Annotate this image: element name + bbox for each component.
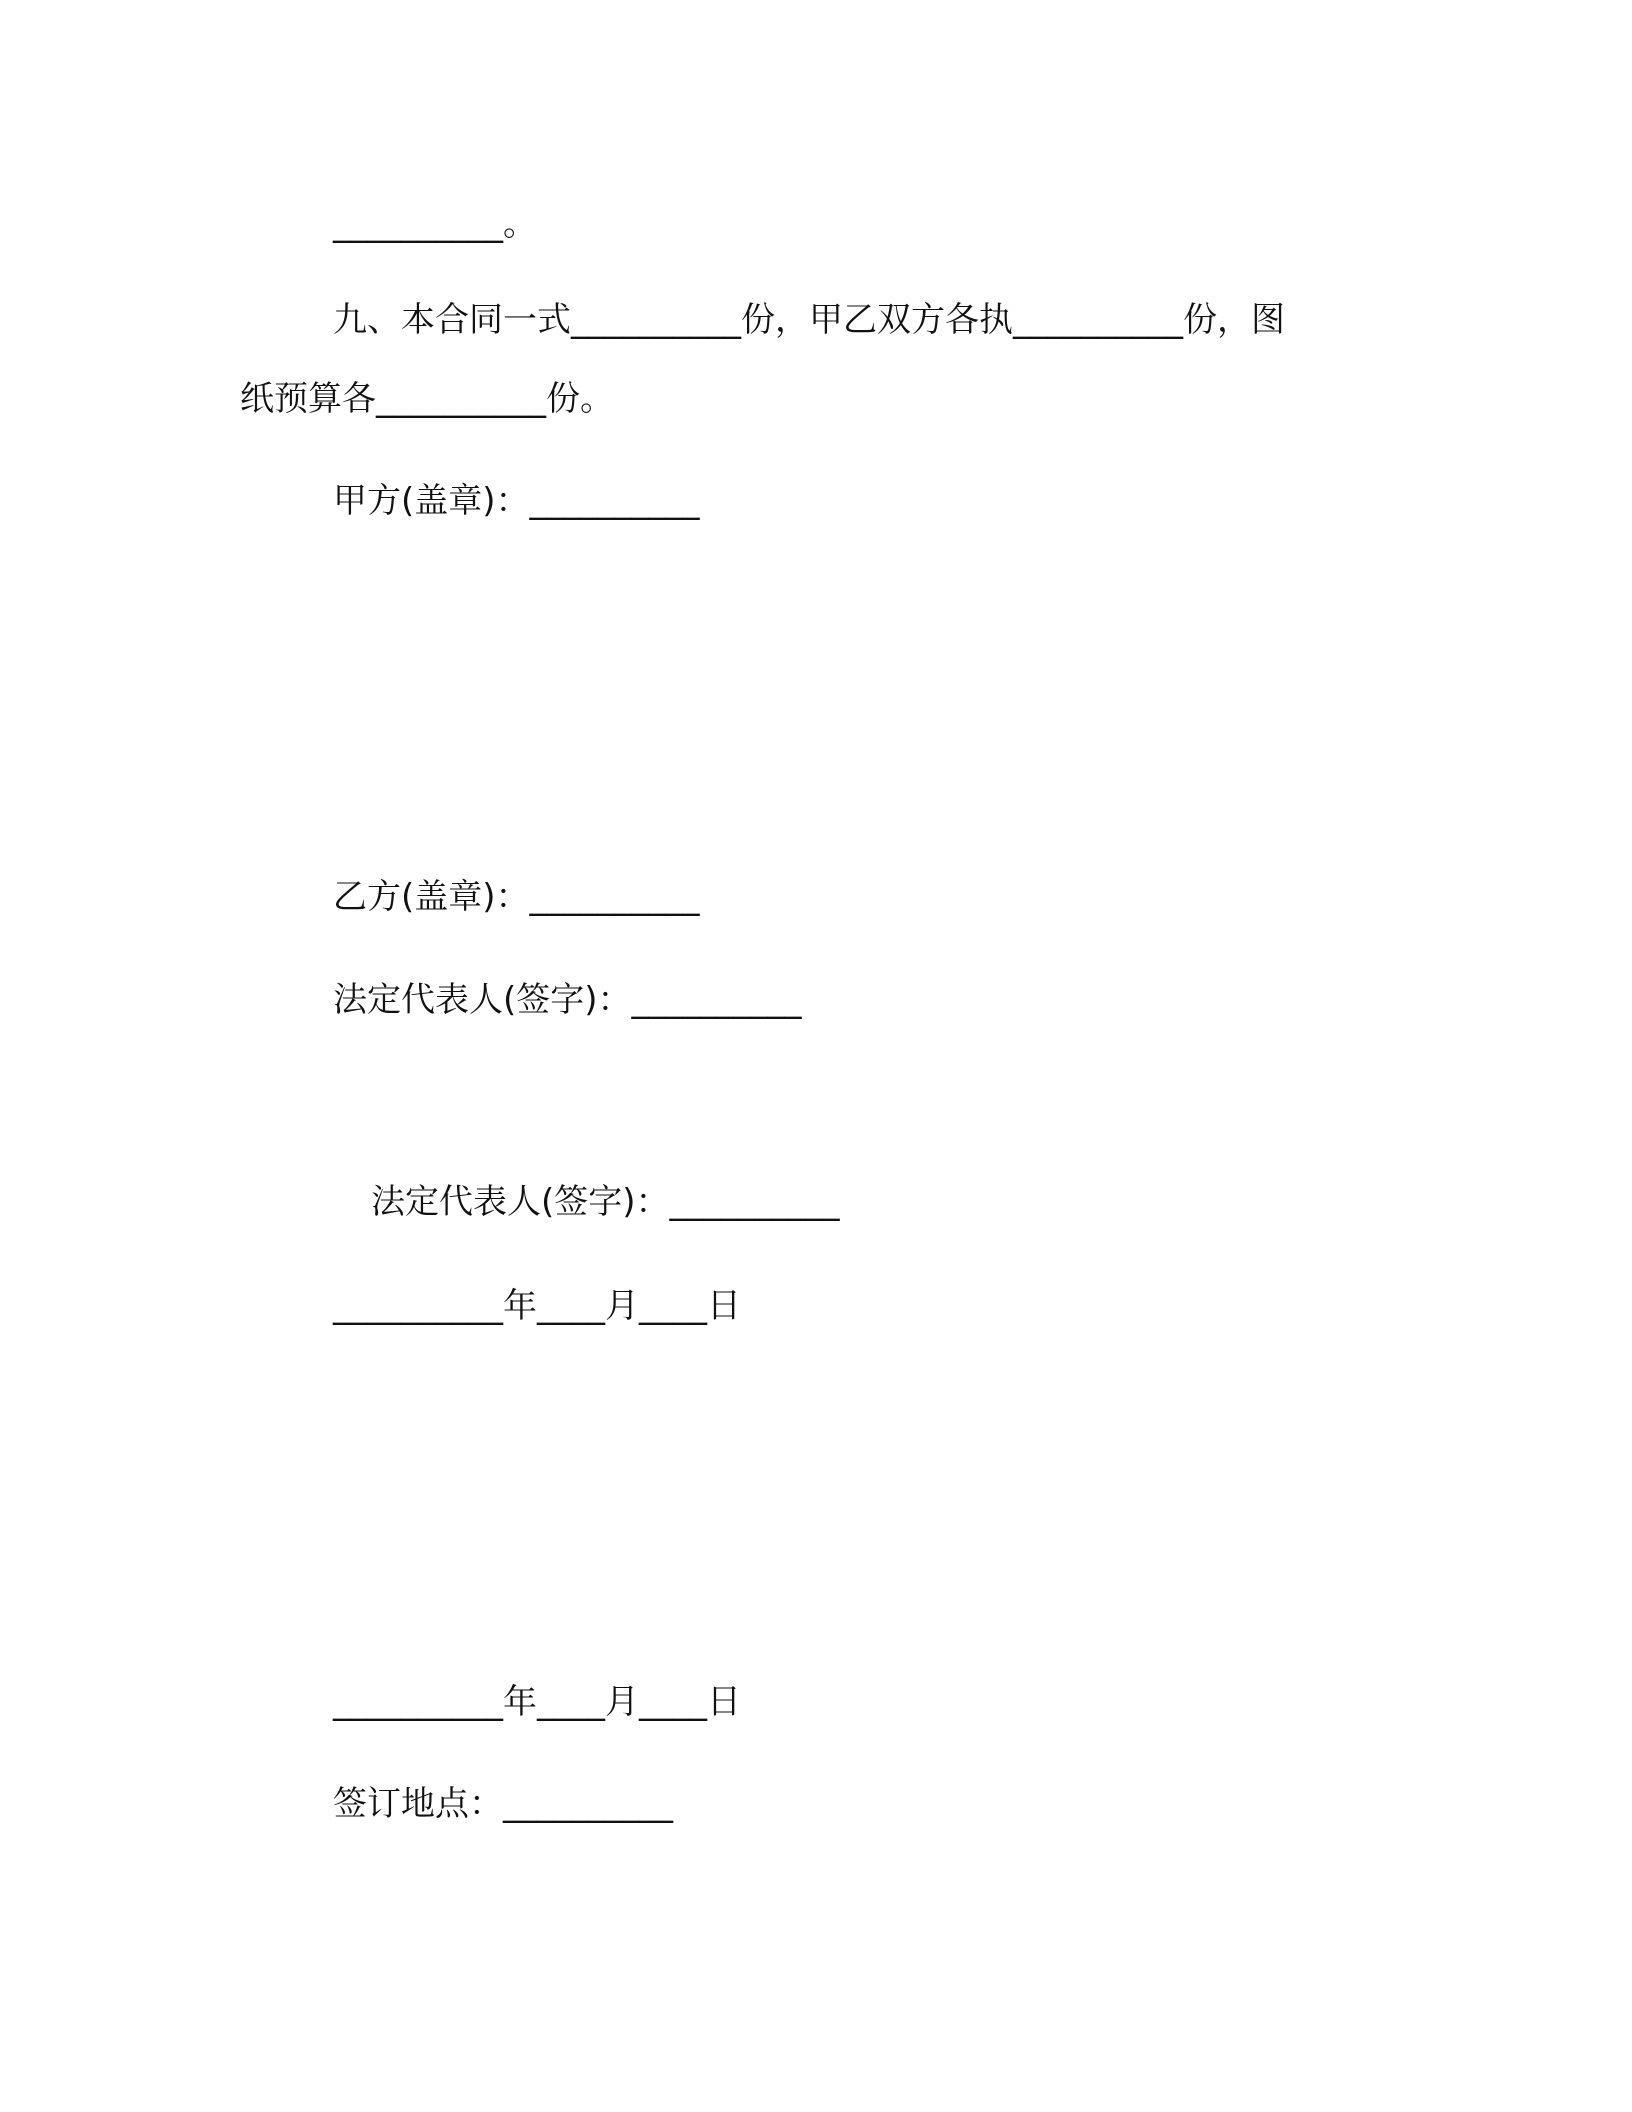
legal-rep-signature-1: 法定代表人(签字)：__________: [333, 980, 802, 1020]
clause-nine-line-1: 九、本合同一式__________份，甲乙双方各执__________份，图: [333, 300, 1285, 340]
clause-nine-line-2: 纸预算各__________份。: [240, 379, 614, 419]
party-a-seal: 甲方(盖章)：__________: [333, 481, 700, 521]
party-b-seal: 乙方(盖章)：__________: [333, 877, 700, 917]
signing-location: 签订地点：__________: [333, 1784, 673, 1824]
date-line-2: __________年____月____日: [333, 1682, 741, 1722]
date-line-1: __________年____月____日: [333, 1286, 741, 1326]
line-blank-end: __________。: [333, 204, 537, 244]
legal-rep-signature-2: 法定代表人(签字)：__________: [371, 1182, 840, 1222]
